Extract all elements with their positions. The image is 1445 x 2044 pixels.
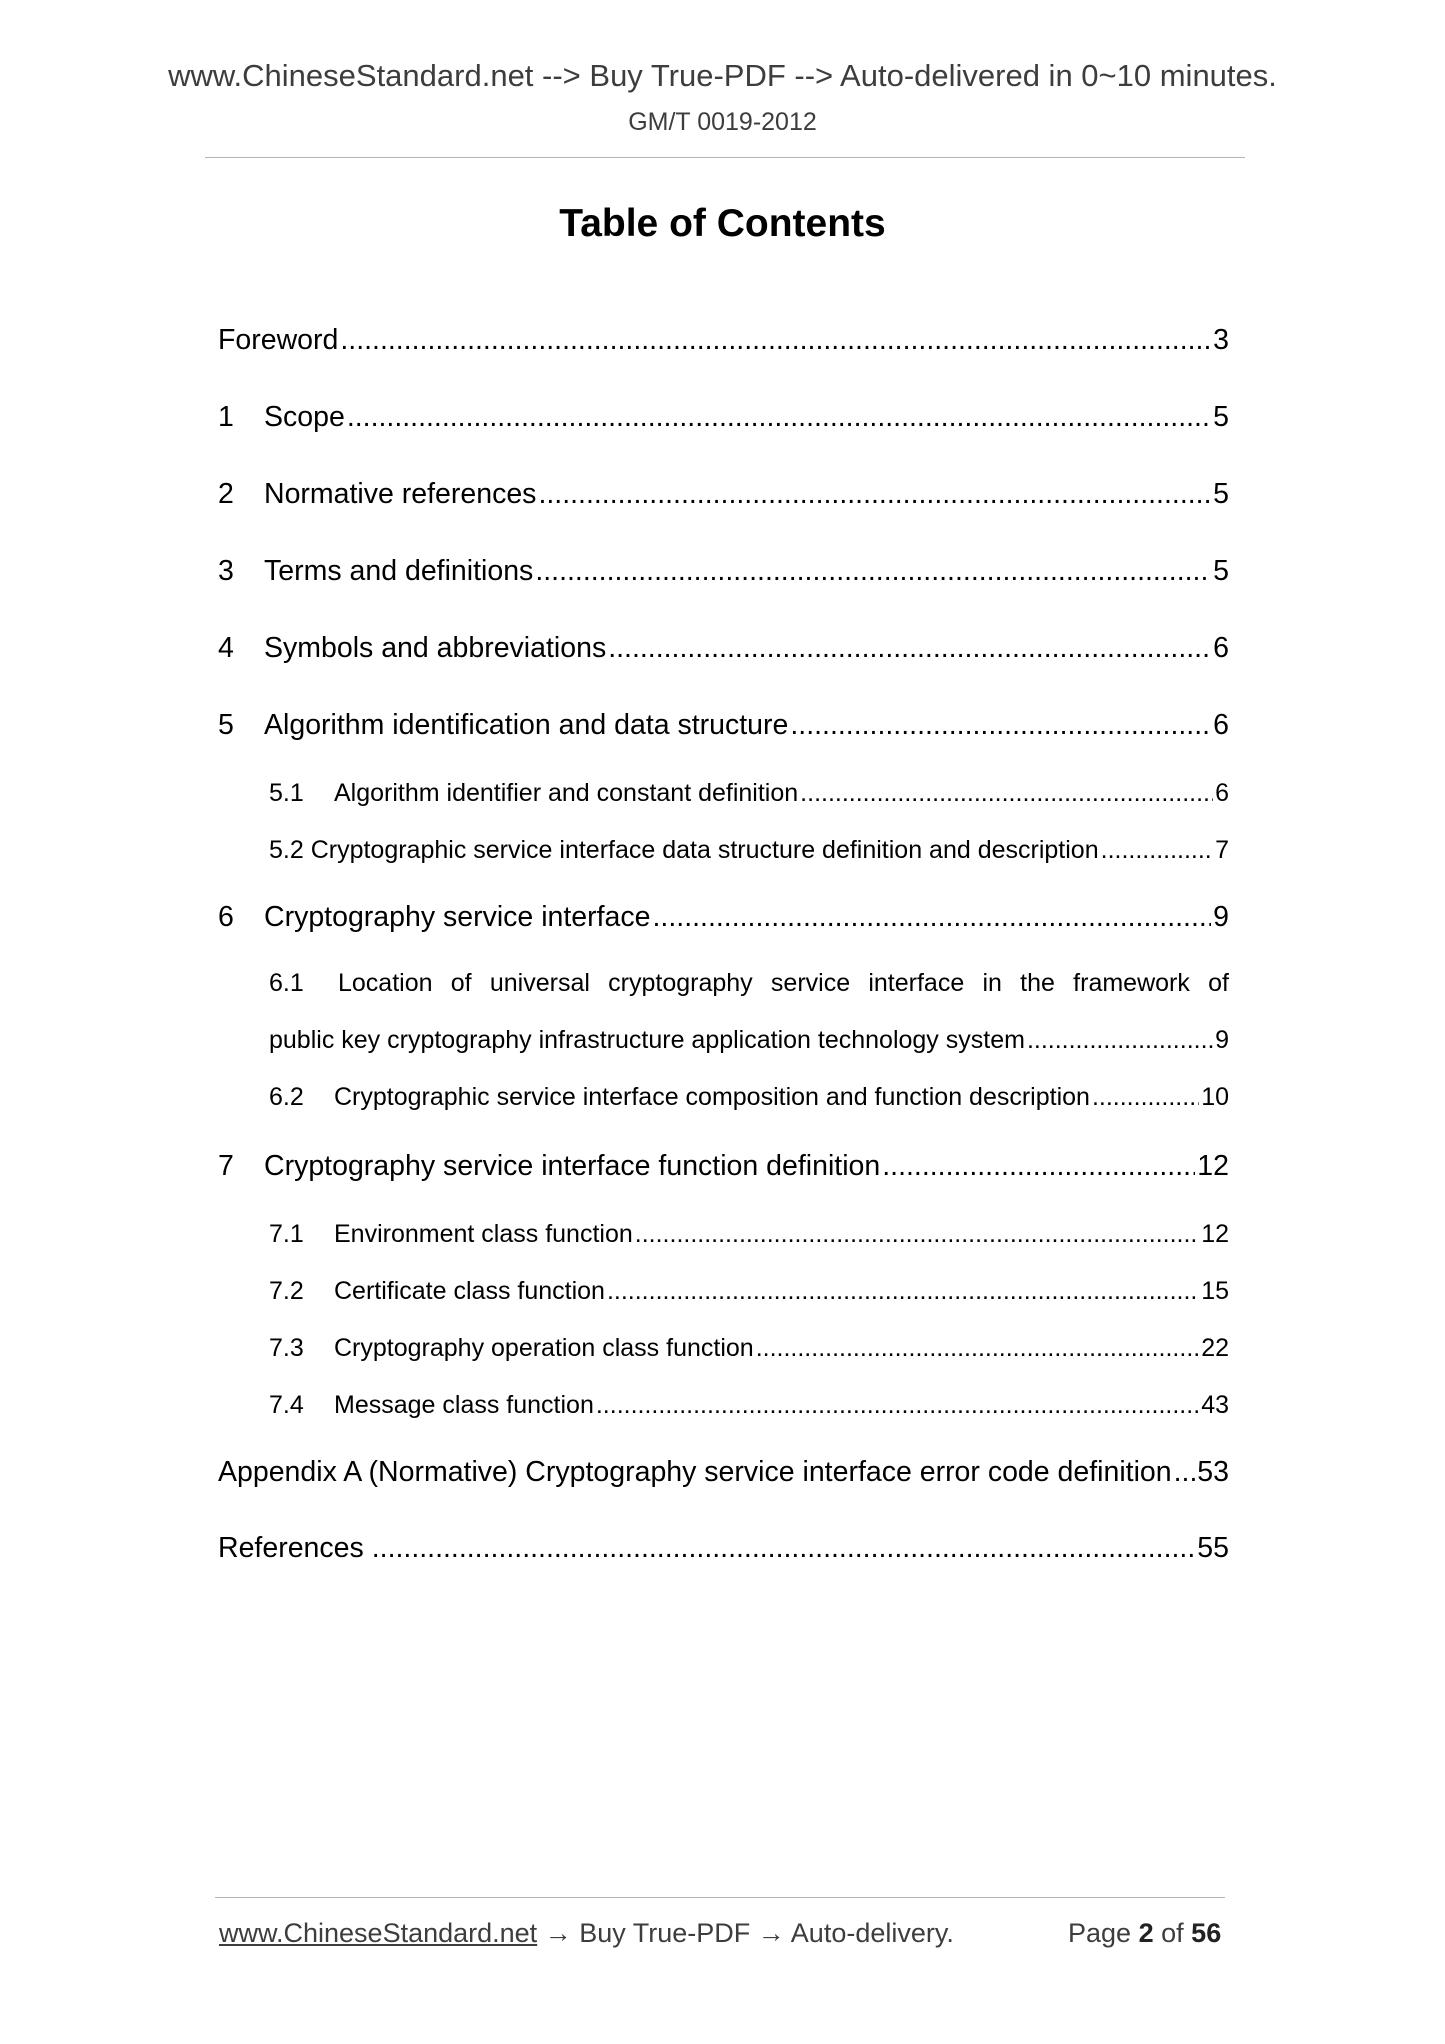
footer-link[interactable]: www.ChineseStandard.net xyxy=(219,1918,538,1948)
toc-entry-references[interactable] xyxy=(218,1532,1229,1565)
toc-entry-2[interactable] xyxy=(218,478,1229,511)
toc-entry-label: Algorithm identification and data structure xyxy=(264,709,789,741)
toc-entry-page: 7 xyxy=(1215,836,1229,864)
toc-entry-page: 12 xyxy=(1197,1150,1229,1182)
toc-entry-label: Certificate class function xyxy=(334,1277,605,1305)
footer-delivery-text: Auto-delivery. xyxy=(790,1918,954,1948)
toc-entry-label: Message class function xyxy=(334,1391,594,1419)
toc-entry-number: 2 xyxy=(218,478,234,510)
toc-entry-word: in xyxy=(982,969,1002,997)
toc-entry-page: 15 xyxy=(1201,1277,1229,1305)
header-banner: www.ChineseStandard.net --> Buy True-PDF --> Auto-delivered in 0~10 minutes. xyxy=(168,58,1277,93)
toc-entry-label: References xyxy=(218,1532,364,1564)
toc-entry-5[interactable] xyxy=(218,709,1229,742)
dot-leader xyxy=(608,632,1211,665)
toc-entry-page: 53 xyxy=(1197,1456,1229,1488)
toc-entry-label: Cryptography service interface xyxy=(264,901,651,933)
toc-entry-number: 6 xyxy=(218,901,234,933)
toc-entry-label: Environment class function xyxy=(334,1220,633,1248)
toc-entry-label: Algorithm identifier and constant definition xyxy=(334,779,799,807)
toc-entry-7[interactable] xyxy=(218,1150,1229,1183)
toc-entry-word: framework xyxy=(1073,969,1190,997)
page-word: Page xyxy=(1068,1918,1132,1948)
toc-entry-page: 5 xyxy=(1213,555,1229,587)
toc-entry-label: public key cryptography infrastructure application technology system xyxy=(269,1026,1025,1054)
page-current: 2 xyxy=(1138,1918,1154,1948)
footer-promo xyxy=(219,1918,954,1949)
toc-entry-7-2[interactable] xyxy=(269,1277,1229,1306)
header-divider xyxy=(205,157,1245,158)
dot-leader xyxy=(800,779,1213,808)
toc-entry-word: cryptography xyxy=(608,969,753,997)
toc-entry-4[interactable] xyxy=(218,632,1229,665)
toc-entry-page: 6 xyxy=(1215,779,1229,807)
toc-entry-number: 7.2 xyxy=(269,1277,304,1305)
toc-entry-number: 4 xyxy=(218,632,234,664)
toc-entry-7-4[interactable] xyxy=(269,1391,1229,1420)
dot-leader xyxy=(372,1532,1196,1565)
toc-entry-label: Symbols and abbreviations xyxy=(264,632,607,664)
arrow-right-icon: → xyxy=(757,1918,785,1948)
toc-entry-number: 1 xyxy=(218,401,234,433)
toc-entry-word: Location xyxy=(338,969,433,997)
toc-entry-number: 5 xyxy=(218,709,234,741)
toc-entry-page: 9 xyxy=(1215,1026,1229,1054)
toc-entry-foreword[interactable] xyxy=(218,324,1229,357)
toc-entry-label: Cryptography service interface function definition xyxy=(264,1150,881,1182)
dot-leader xyxy=(756,1334,1200,1363)
dot-leader xyxy=(882,1150,1195,1183)
toc-entry-page: 22 xyxy=(1201,1334,1229,1362)
toc-entry-appendix-a[interactable] xyxy=(218,1456,1229,1489)
toc-entry-word: of xyxy=(1208,969,1229,997)
dot-leader xyxy=(596,1391,1199,1420)
arrow-right-icon: → xyxy=(544,1918,572,1948)
footer-buy-text: Buy True-PDF xyxy=(579,1918,751,1948)
toc-entry-word: service xyxy=(770,969,851,997)
toc-entry-page: 55 xyxy=(1197,1532,1229,1564)
page-of: of xyxy=(1161,1918,1184,1948)
dot-leader xyxy=(1027,1026,1213,1055)
dot-leader xyxy=(1092,1083,1199,1112)
toc-entry-number: 7.1 xyxy=(269,1220,304,1248)
toc-entry-page: 5 xyxy=(1213,401,1229,433)
toc-entry-word: universal xyxy=(489,969,590,997)
toc-entry-word: interface xyxy=(868,969,965,997)
toc-entry-page: 3 xyxy=(1213,324,1229,356)
toc-entry-label: Normative references xyxy=(264,478,537,510)
toc-entry-number: 3 xyxy=(218,555,234,587)
toc-entry-page: 10 xyxy=(1201,1083,1229,1111)
toc-entry-page: 6 xyxy=(1213,632,1229,664)
toc-entry-5-1[interactable] xyxy=(269,779,1229,808)
dot-leader xyxy=(790,709,1211,742)
toc-entry-word: of xyxy=(450,969,472,997)
dot-leader xyxy=(1101,836,1213,865)
dot-leader xyxy=(607,1277,1199,1306)
dot-leader xyxy=(1174,1456,1196,1489)
toc-entry-label: 5.2 Cryptographic service interface data structure definition and description xyxy=(269,836,1099,864)
toc-entry-label-line2 xyxy=(269,1026,1229,1055)
toc-entry-page: 5 xyxy=(1213,478,1229,510)
dot-leader xyxy=(535,555,1211,588)
dot-leader xyxy=(347,401,1211,434)
toc-entry-page: 12 xyxy=(1201,1220,1229,1248)
toc-entry-label-line1 xyxy=(269,969,1229,1026)
page-title: Table of Contents xyxy=(559,202,886,245)
toc-entry-label: Appendix A (Normative) Cryptography service interface error code definition xyxy=(218,1456,1172,1488)
standard-code: GM/T 0019-2012 xyxy=(628,108,817,136)
toc-entry-number: 6.2 xyxy=(269,1083,304,1111)
toc-entry-word: the xyxy=(1020,969,1055,997)
toc-entry-number: 6.1 xyxy=(269,969,304,997)
toc-entry-label: Cryptography operation class function xyxy=(334,1334,754,1362)
toc-entry-label: Terms and definitions xyxy=(264,555,534,587)
toc-entry-page: 6 xyxy=(1213,709,1229,741)
dot-leader xyxy=(340,324,1211,357)
toc-entry-6[interactable] xyxy=(218,901,1229,934)
toc-entry-7-1[interactable] xyxy=(269,1220,1229,1249)
toc-entry-label: Foreword xyxy=(218,324,339,356)
dot-leader xyxy=(538,478,1211,511)
toc-entry-5-2[interactable] xyxy=(269,836,1229,865)
toc-entry-1[interactable] xyxy=(218,401,1229,434)
toc-entry-6-1[interactable] xyxy=(269,969,1229,1055)
toc-entry-label: Scope xyxy=(264,401,345,433)
dot-leader xyxy=(653,901,1212,934)
toc-entry-page: 9 xyxy=(1213,901,1229,933)
toc-entry-number: 7.3 xyxy=(269,1334,304,1362)
page-total: 56 xyxy=(1191,1918,1222,1948)
toc-entry-number: 7.4 xyxy=(269,1391,304,1419)
toc-entry-3[interactable] xyxy=(218,555,1229,588)
dot-leader xyxy=(635,1220,1199,1249)
footer-divider xyxy=(215,1897,1225,1898)
toc-entry-number: 7 xyxy=(218,1150,234,1182)
page-number xyxy=(1068,1918,1221,1949)
toc-entry-number: 5.1 xyxy=(269,779,304,807)
toc-entry-label: Cryptographic service interface composition and function description xyxy=(334,1083,1090,1111)
toc-entry-page: 43 xyxy=(1201,1391,1229,1419)
toc-entry-7-3[interactable] xyxy=(269,1334,1229,1363)
toc-entry-6-2[interactable] xyxy=(269,1083,1229,1112)
